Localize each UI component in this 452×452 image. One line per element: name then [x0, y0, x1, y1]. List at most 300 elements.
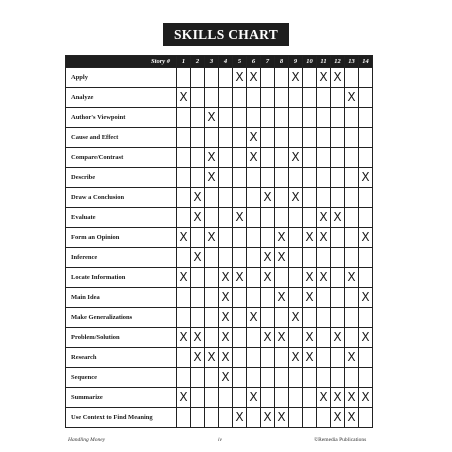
skill-mark-x: X [191, 188, 205, 208]
empty-cell [289, 108, 303, 128]
skill-mark-x: X [331, 388, 345, 408]
empty-cell [191, 128, 205, 148]
skill-mark-x: X [359, 168, 373, 188]
empty-cell [275, 348, 289, 368]
skill-label: Form an Opinion [66, 228, 177, 248]
skill-mark-x: X [247, 308, 261, 328]
empty-cell [177, 68, 191, 88]
skill-label: Compare/Contrast [66, 148, 177, 168]
empty-cell [331, 128, 345, 148]
empty-cell [345, 128, 359, 148]
empty-cell [191, 108, 205, 128]
empty-cell [247, 168, 261, 188]
empty-cell [289, 408, 303, 428]
empty-cell [289, 328, 303, 348]
table-row [66, 88, 373, 108]
story-number-10: 10 [303, 56, 317, 68]
empty-cell [177, 188, 191, 208]
skill-mark-x: X [359, 388, 373, 408]
empty-cell [177, 308, 191, 328]
empty-cell [233, 348, 247, 368]
skill-mark-x: X [289, 68, 303, 88]
empty-cell [191, 408, 205, 428]
empty-cell [303, 68, 317, 88]
empty-cell [345, 228, 359, 248]
skill-mark-x: X [345, 408, 359, 428]
empty-cell [219, 208, 233, 228]
empty-cell [275, 308, 289, 328]
empty-cell [233, 308, 247, 328]
skill-mark-x: X [331, 408, 345, 428]
skill-mark-x: X [359, 328, 373, 348]
skill-mark-x: X [191, 348, 205, 368]
empty-cell [359, 248, 373, 268]
empty-cell [261, 388, 275, 408]
table-row [66, 288, 373, 308]
footer-publisher: ©Remedia Publications [314, 437, 367, 443]
empty-cell [233, 148, 247, 168]
empty-cell [275, 168, 289, 188]
empty-cell [303, 148, 317, 168]
empty-cell [233, 368, 247, 388]
empty-cell [261, 108, 275, 128]
empty-cell [247, 328, 261, 348]
skill-label: Research [66, 348, 177, 368]
skill-mark-x: X [205, 148, 219, 168]
skill-label: Problem/Solution [66, 328, 177, 348]
skill-mark-x: X [233, 68, 247, 88]
empty-cell [331, 168, 345, 188]
empty-cell [261, 148, 275, 168]
empty-cell [191, 228, 205, 248]
skill-mark-x: X [219, 288, 233, 308]
skill-mark-x: X [317, 388, 331, 408]
empty-cell [205, 208, 219, 228]
skill-mark-x: X [247, 148, 261, 168]
skill-mark-x: X [303, 268, 317, 288]
empty-cell [177, 248, 191, 268]
empty-cell [275, 148, 289, 168]
empty-cell [345, 148, 359, 168]
empty-cell [289, 268, 303, 288]
empty-cell [177, 108, 191, 128]
story-header-label: Story # [66, 56, 177, 68]
skill-mark-x: X [177, 228, 191, 248]
empty-cell [191, 368, 205, 388]
empty-cell [247, 108, 261, 128]
empty-cell [275, 128, 289, 148]
empty-cell [289, 168, 303, 188]
skill-mark-x: X [317, 68, 331, 88]
empty-cell [205, 268, 219, 288]
empty-cell [177, 348, 191, 368]
story-number-12: 12 [331, 56, 345, 68]
skill-mark-x: X [261, 248, 275, 268]
empty-cell [205, 368, 219, 388]
empty-cell [219, 168, 233, 188]
skill-label: Analyze [66, 88, 177, 108]
empty-cell [205, 308, 219, 328]
skill-mark-x: X [191, 328, 205, 348]
skill-mark-x: X [233, 268, 247, 288]
skill-mark-x: X [359, 228, 373, 248]
skill-mark-x: X [177, 388, 191, 408]
empty-cell [261, 308, 275, 328]
table-row [66, 168, 373, 188]
skill-mark-x: X [303, 228, 317, 248]
skill-mark-x: X [261, 328, 275, 348]
skill-label: Inference [66, 248, 177, 268]
empty-cell [331, 188, 345, 208]
skill-mark-x: X [289, 348, 303, 368]
table-row [66, 148, 373, 168]
empty-cell [359, 128, 373, 148]
empty-cell [261, 168, 275, 188]
empty-cell [233, 388, 247, 408]
skill-label: Author's Viewpoint [66, 108, 177, 128]
empty-cell [247, 288, 261, 308]
skill-mark-x: X [261, 188, 275, 208]
empty-cell [191, 288, 205, 308]
skill-mark-x: X [331, 68, 345, 88]
skill-mark-x: X [303, 348, 317, 368]
empty-cell [359, 348, 373, 368]
skill-mark-x: X [219, 368, 233, 388]
skill-mark-x: X [331, 208, 345, 228]
skill-mark-x: X [345, 348, 359, 368]
story-number-13: 13 [345, 56, 359, 68]
empty-cell [359, 88, 373, 108]
skill-mark-x: X [219, 268, 233, 288]
skill-mark-x: X [317, 208, 331, 228]
skill-label: Use Context to Find Meaning [66, 408, 177, 428]
empty-cell [303, 408, 317, 428]
skill-mark-x: X [233, 408, 247, 428]
skill-mark-x: X [247, 68, 261, 88]
empty-cell [359, 208, 373, 228]
empty-cell [303, 88, 317, 108]
empty-cell [317, 108, 331, 128]
empty-cell [205, 68, 219, 88]
skill-label: Main Idea [66, 288, 177, 308]
empty-cell [233, 88, 247, 108]
skill-mark-x: X [177, 88, 191, 108]
empty-cell [219, 188, 233, 208]
empty-cell [303, 208, 317, 228]
empty-cell [317, 288, 331, 308]
empty-cell [331, 148, 345, 168]
empty-cell [317, 88, 331, 108]
table-row [66, 268, 373, 288]
empty-cell [289, 288, 303, 308]
empty-cell [233, 128, 247, 148]
empty-cell [345, 308, 359, 328]
empty-cell [345, 68, 359, 88]
empty-cell [247, 408, 261, 428]
empty-cell [247, 348, 261, 368]
empty-cell [345, 328, 359, 348]
empty-cell [205, 248, 219, 268]
skill-mark-x: X [359, 288, 373, 308]
skill-mark-x: X [191, 248, 205, 268]
empty-cell [219, 68, 233, 88]
empty-cell [191, 268, 205, 288]
story-number-7: 7 [261, 56, 275, 68]
empty-cell [261, 208, 275, 228]
empty-cell [191, 308, 205, 328]
table-row [66, 408, 373, 428]
empty-cell [303, 248, 317, 268]
empty-cell [275, 268, 289, 288]
empty-cell [317, 308, 331, 328]
skill-mark-x: X [331, 328, 345, 348]
empty-cell [205, 388, 219, 408]
empty-cell [219, 148, 233, 168]
story-number-4: 4 [219, 56, 233, 68]
empty-cell [191, 168, 205, 188]
empty-cell [219, 248, 233, 268]
empty-cell [177, 208, 191, 228]
empty-cell [317, 128, 331, 148]
skill-mark-x: X [177, 268, 191, 288]
empty-cell [205, 408, 219, 428]
empty-cell [345, 208, 359, 228]
skill-mark-x: X [303, 328, 317, 348]
skill-label: Cause and Effect [66, 128, 177, 148]
empty-cell [233, 288, 247, 308]
skill-mark-x: X [317, 228, 331, 248]
empty-cell [317, 348, 331, 368]
story-number-2: 2 [191, 56, 205, 68]
empty-cell [303, 168, 317, 188]
story-number-6: 6 [247, 56, 261, 68]
empty-cell [275, 88, 289, 108]
skill-mark-x: X [177, 328, 191, 348]
footer-book-title: Handling Money [68, 437, 106, 443]
story-number-8: 8 [275, 56, 289, 68]
empty-cell [191, 68, 205, 88]
table-row [66, 108, 373, 128]
skill-mark-x: X [261, 268, 275, 288]
skill-mark-x: X [275, 408, 289, 428]
empty-cell [331, 88, 345, 108]
skill-mark-x: X [303, 288, 317, 308]
empty-cell [317, 328, 331, 348]
empty-cell [289, 128, 303, 148]
empty-cell [345, 188, 359, 208]
skill-mark-x: X [289, 148, 303, 168]
skill-label: Describe [66, 168, 177, 188]
empty-cell [317, 368, 331, 388]
story-number-1: 1 [177, 56, 191, 68]
empty-cell [233, 228, 247, 248]
skill-mark-x: X [205, 228, 219, 248]
empty-cell [233, 248, 247, 268]
empty-cell [247, 268, 261, 288]
empty-cell [275, 208, 289, 228]
table-row [66, 188, 373, 208]
empty-cell [205, 128, 219, 148]
empty-cell [219, 388, 233, 408]
skill-mark-x: X [345, 88, 359, 108]
empty-cell [205, 188, 219, 208]
empty-cell [233, 328, 247, 348]
empty-cell [331, 348, 345, 368]
empty-cell [233, 188, 247, 208]
empty-cell [205, 288, 219, 308]
skill-label: Sequence [66, 368, 177, 388]
empty-cell [261, 348, 275, 368]
skill-mark-x: X [219, 348, 233, 368]
skill-label: Draw a Conclusion [66, 188, 177, 208]
chart-body [66, 68, 373, 428]
skill-mark-x: X [275, 248, 289, 268]
skill-mark-x: X [275, 228, 289, 248]
empty-cell [359, 108, 373, 128]
empty-cell [317, 188, 331, 208]
empty-cell [177, 408, 191, 428]
empty-cell [345, 248, 359, 268]
empty-cell [247, 368, 261, 388]
skill-mark-x: X [345, 268, 359, 288]
table-row [66, 308, 373, 328]
empty-cell [275, 68, 289, 88]
skill-mark-x: X [275, 288, 289, 308]
empty-cell [359, 308, 373, 328]
empty-cell [289, 88, 303, 108]
table-row [66, 228, 373, 248]
empty-cell [303, 108, 317, 128]
empty-cell [177, 368, 191, 388]
empty-cell [303, 388, 317, 408]
empty-cell [219, 408, 233, 428]
empty-cell [303, 308, 317, 328]
empty-cell [177, 168, 191, 188]
chart-title: SKILLS CHART [163, 23, 289, 46]
skill-mark-x: X [289, 308, 303, 328]
empty-cell [177, 148, 191, 168]
skill-mark-x: X [233, 208, 247, 228]
empty-cell [191, 148, 205, 168]
empty-cell [247, 188, 261, 208]
empty-cell [317, 148, 331, 168]
empty-cell [359, 188, 373, 208]
story-number-5: 5 [233, 56, 247, 68]
skill-mark-x: X [261, 408, 275, 428]
empty-cell [219, 228, 233, 248]
table-row [66, 208, 373, 228]
story-number-11: 11 [317, 56, 331, 68]
skill-mark-x: X [205, 108, 219, 128]
table-row [66, 368, 373, 388]
empty-cell [261, 228, 275, 248]
skill-mark-x: X [191, 208, 205, 228]
empty-cell [275, 388, 289, 408]
table-row [66, 128, 373, 148]
empty-cell [331, 228, 345, 248]
table-row [66, 348, 373, 368]
empty-cell [261, 128, 275, 148]
empty-cell [359, 268, 373, 288]
empty-cell [219, 128, 233, 148]
empty-cell [261, 88, 275, 108]
empty-cell [177, 128, 191, 148]
empty-cell [331, 248, 345, 268]
empty-cell [359, 148, 373, 168]
story-number-3: 3 [205, 56, 219, 68]
empty-cell [317, 408, 331, 428]
skill-label: Summarize [66, 388, 177, 408]
empty-cell [345, 368, 359, 388]
empty-cell [303, 128, 317, 148]
empty-cell [275, 108, 289, 128]
empty-cell [345, 288, 359, 308]
empty-cell [303, 188, 317, 208]
empty-cell [191, 388, 205, 408]
empty-cell [233, 168, 247, 188]
skill-label: Make Generalizations [66, 308, 177, 328]
skill-mark-x: X [275, 328, 289, 348]
empty-cell [205, 88, 219, 108]
empty-cell [247, 228, 261, 248]
skill-mark-x: X [289, 188, 303, 208]
empty-cell [359, 68, 373, 88]
skill-mark-x: X [219, 328, 233, 348]
empty-cell [317, 168, 331, 188]
table-row [66, 328, 373, 348]
story-header-row [66, 56, 373, 68]
skill-mark-x: X [247, 128, 261, 148]
story-number-9: 9 [289, 56, 303, 68]
skill-mark-x: X [247, 388, 261, 408]
empty-cell [289, 228, 303, 248]
empty-cell [233, 108, 247, 128]
empty-cell [219, 108, 233, 128]
empty-cell [345, 108, 359, 128]
table-row [66, 248, 373, 268]
empty-cell [289, 388, 303, 408]
empty-cell [219, 88, 233, 108]
empty-cell [303, 368, 317, 388]
skill-mark-x: X [205, 168, 219, 188]
skill-mark-x: X [345, 388, 359, 408]
skill-mark-x: X [219, 308, 233, 328]
empty-cell [275, 188, 289, 208]
story-number-14: 14 [359, 56, 373, 68]
empty-cell [289, 368, 303, 388]
empty-cell [247, 88, 261, 108]
skill-label: Locate Information [66, 268, 177, 288]
table-row [66, 388, 373, 408]
empty-cell [359, 368, 373, 388]
empty-cell [359, 408, 373, 428]
empty-cell [331, 288, 345, 308]
empty-cell [331, 108, 345, 128]
empty-cell [317, 248, 331, 268]
empty-cell [275, 368, 289, 388]
empty-cell [331, 268, 345, 288]
empty-cell [261, 68, 275, 88]
table-row [66, 68, 373, 88]
empty-cell [247, 208, 261, 228]
skills-chart-table [65, 55, 373, 428]
skill-label: Evaluate [66, 208, 177, 228]
skill-mark-x: X [317, 268, 331, 288]
empty-cell [331, 308, 345, 328]
empty-cell [289, 208, 303, 228]
empty-cell [261, 368, 275, 388]
empty-cell [345, 168, 359, 188]
